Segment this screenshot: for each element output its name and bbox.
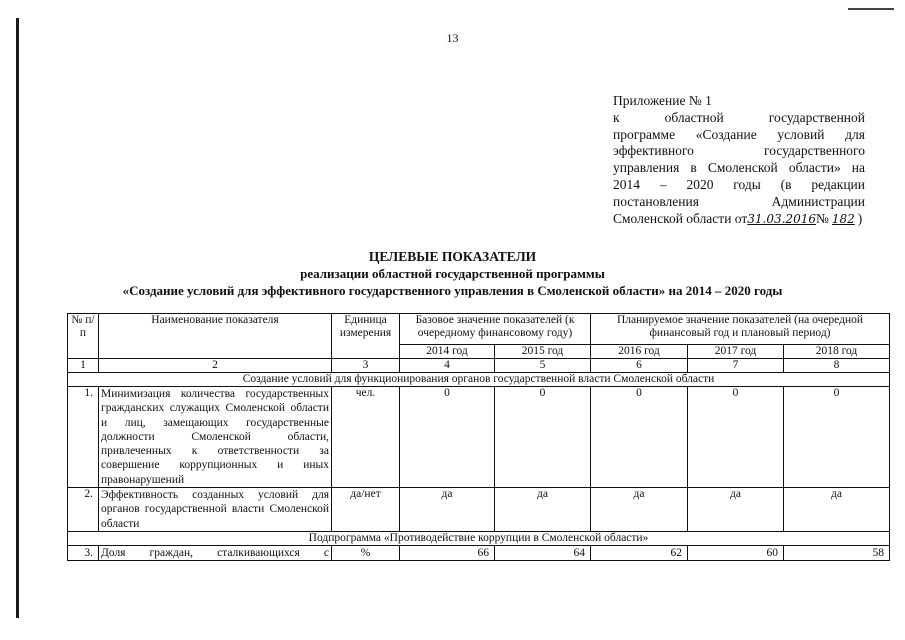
appendix-line-7: постановления Администрации — [613, 193, 865, 209]
value-2018: да — [784, 488, 890, 532]
page-number: 13 — [446, 31, 459, 45]
indicator-name: Доля граждан, сталкивающихся с — [99, 545, 332, 560]
appendix-line-6: 2014 – 2020 годы (в редакции — [613, 176, 865, 192]
section-row — [68, 531, 890, 545]
appendix-date-prefix: Смоленской области от — [613, 210, 748, 226]
value-2014: 66 — [400, 545, 495, 560]
col-number: 2 — [99, 359, 332, 373]
appendix-line-5: управления в Смоленской области» на — [613, 160, 865, 176]
title-line-1: ЦЕЛЕВЫЕ ПОКАЗАТЕЛИ — [368, 249, 537, 264]
appendix-line-1: Приложение № 1 — [613, 93, 712, 108]
title-line-3: «Создание условий для эффективного государственного управления в Смоленской области» на 2014 – 2020 годы — [122, 283, 783, 298]
number-sign: № — [815, 210, 829, 226]
scan-margin-line — [16, 18, 19, 618]
header-year-2014: 2014 год — [400, 345, 495, 359]
row-number: 2. — [68, 488, 99, 532]
col-number: 6 — [591, 359, 688, 373]
row-number: 3. — [68, 545, 99, 560]
appendix-line-3: программе «Создание условий для — [613, 126, 865, 142]
header-name: Наименование показателя — [99, 314, 332, 359]
handwritten-number: 182 — [831, 211, 855, 226]
appendix-line-4: эффективного государственного — [613, 143, 865, 159]
table-row — [68, 488, 890, 532]
value-2015: да — [495, 488, 591, 532]
column-numbers-row — [68, 359, 890, 373]
col-number: 3 — [332, 359, 400, 373]
title-line-2: реализации областной государственной программы — [300, 266, 605, 281]
value-2016: 0 — [591, 387, 688, 488]
indicator-name: Минимизация количества государственных гражданских служащих Смоленской области и лиц, замещающих государственные должности Смоленской области, привлеченных к ответственности за совершение коррупционных и иных правонарушений — [99, 387, 332, 488]
value-2016: 62 — [591, 545, 688, 560]
indicator-name: Эффективность созданных условий для органов государственной власти Смоленской области — [99, 488, 332, 532]
value-2014: 0 — [400, 387, 495, 488]
header-row — [68, 314, 890, 345]
header-unit: Единица измерения — [332, 314, 400, 359]
appendix-block — [613, 93, 865, 227]
header-plan: Планируемое значение показателей (на очередной финансовый год и плановый период) — [591, 314, 890, 345]
handwritten-date: 31.03.2016 — [747, 211, 816, 226]
document-title — [0, 249, 905, 299]
value-2017: да — [688, 488, 784, 532]
table-row — [68, 545, 890, 560]
col-number: 7 — [688, 359, 784, 373]
scan-mark — [848, 8, 894, 10]
value-2015: 0 — [495, 387, 591, 488]
header-year-2017: 2017 год — [688, 345, 784, 359]
appendix-line-8 — [613, 211, 865, 228]
header-year-2018: 2018 год — [784, 345, 890, 359]
closing-paren: ) — [857, 210, 863, 226]
table-row — [68, 387, 890, 488]
value-2017: 60 — [688, 545, 784, 560]
col-number: 5 — [495, 359, 591, 373]
header-year-2016: 2016 год — [591, 345, 688, 359]
value-2018: 0 — [784, 387, 890, 488]
section-title-1: Создание условий для функционирования органов государственной власти Смоленской области — [68, 373, 890, 387]
row-number: 1. — [68, 387, 99, 488]
col-number: 1 — [68, 359, 99, 373]
section-row — [68, 373, 890, 387]
indicator-unit: % — [332, 545, 400, 560]
indicator-unit: да/нет — [332, 488, 400, 532]
section-title-2: Подпрограмма «Противодействие коррупции в Смоленской области» — [68, 531, 890, 545]
appendix-line-2: к областной государственной — [613, 109, 865, 125]
value-2018: 58 — [784, 545, 890, 560]
value-2015: 64 — [495, 545, 591, 560]
value-2017: 0 — [688, 387, 784, 488]
indicator-unit: чел. — [332, 387, 400, 488]
col-number: 8 — [784, 359, 890, 373]
col-number: 4 — [400, 359, 495, 373]
value-2016: да — [591, 488, 688, 532]
value-2014: да — [400, 488, 495, 532]
header-year-2015: 2015 год — [495, 345, 591, 359]
indicators-table — [67, 313, 890, 561]
header-num: № п/п — [68, 314, 99, 359]
header-base: Базовое значение показателей (к очередному финансовому году) — [400, 314, 591, 345]
